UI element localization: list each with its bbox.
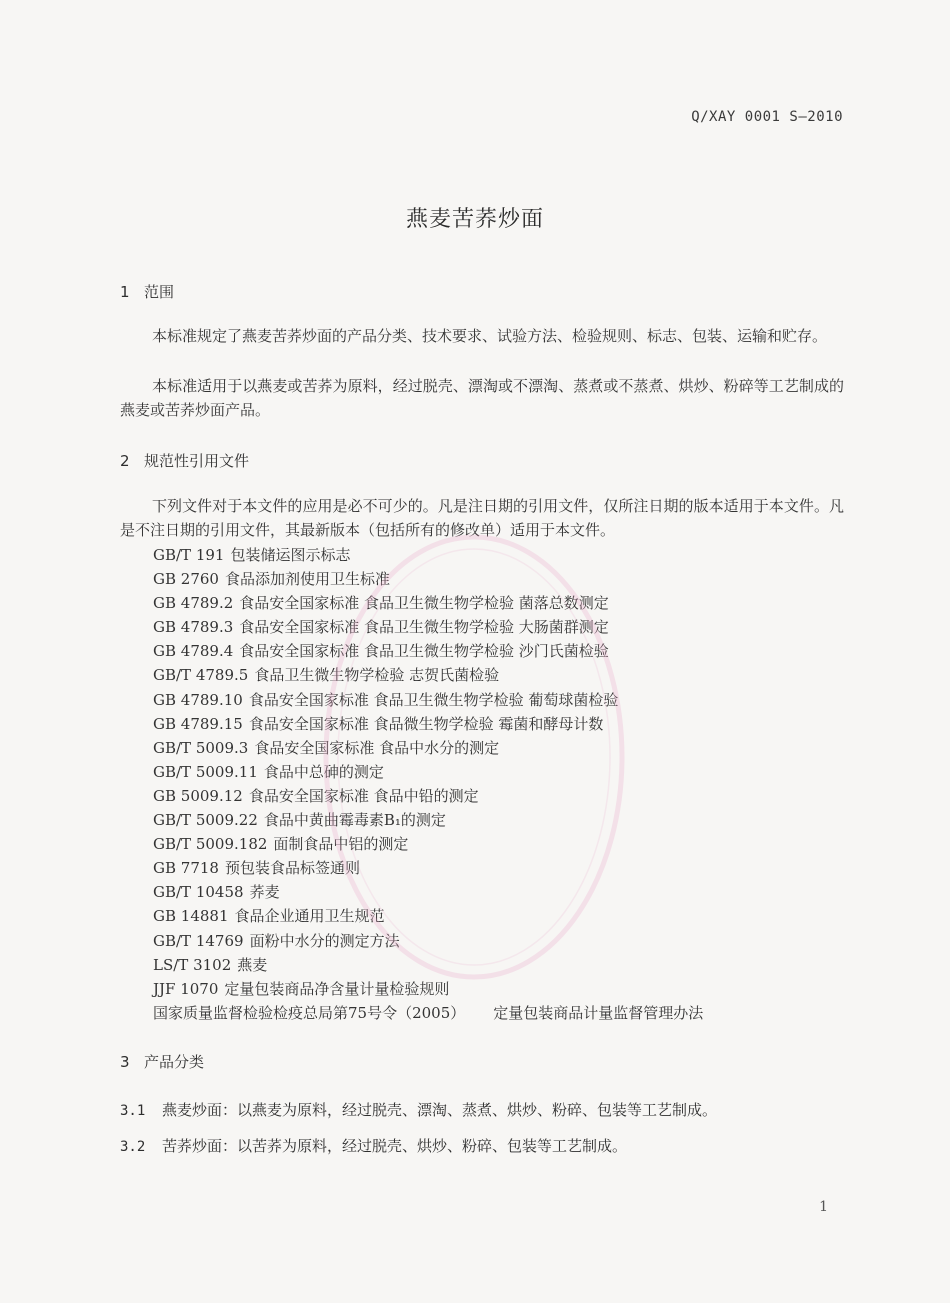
clause-text: 苦荞炒面：以苦荞为原料，经过脱壳、烘炒、粉碎、包装等工艺制成。 bbox=[162, 1137, 628, 1155]
reference-code: GB 4789.15 bbox=[153, 714, 243, 733]
reference-item bbox=[153, 615, 703, 639]
reference-item bbox=[153, 543, 703, 567]
reference-title: 食品安全国家标准 食品卫生微生物学检验 大肠菌群测定 bbox=[239, 618, 609, 637]
reference-code: GB/T 5009.182 bbox=[153, 835, 268, 854]
reference-title: 面粉中水分的测定方法 bbox=[249, 931, 400, 950]
reference-item bbox=[153, 688, 703, 712]
reference-code: 国家质量监督检验检疫总局第75号令（2005） bbox=[153, 1003, 466, 1022]
reference-code: GB 4789.4 bbox=[153, 642, 234, 661]
reference-list bbox=[153, 543, 703, 1025]
reference-item bbox=[153, 880, 703, 904]
reference-code: GB/T 14769 bbox=[153, 931, 244, 950]
reference-title: 包装储运图示标志 bbox=[230, 546, 351, 564]
reference-title: 食品中黄曲霉毒素B₁的测定 bbox=[263, 811, 446, 830]
clause-number: 3.2 bbox=[120, 1139, 146, 1155]
page-number: 1 bbox=[819, 1199, 828, 1215]
reference-title: 定量包装商品净含量计量检验规则 bbox=[224, 979, 450, 998]
reference-code: GB/T 4789.5 bbox=[153, 666, 249, 685]
reference-code: GB 7718 bbox=[153, 859, 219, 878]
reference-title: 食品中总砷的测定 bbox=[263, 762, 384, 781]
reference-code: GB 14881 bbox=[153, 907, 229, 926]
reference-title: 食品安全国家标准 食品卫生微生物学检验 菌落总数测定 bbox=[239, 594, 609, 613]
reference-item bbox=[153, 1001, 703, 1025]
reference-code: JJF 1070 bbox=[153, 979, 219, 998]
reference-title: 荞麦 bbox=[249, 883, 280, 902]
reference-code: GB 4789.3 bbox=[153, 618, 234, 637]
section-2-intro: 下列文件对于本文件的应用是必不可少的。凡是注日期的引用文件，仅所注日期的版本适用于本文件。凡是不注日期的引用文件，其最新版本（包括所有的修改单）适用于本文件。 bbox=[120, 497, 844, 539]
reference-title: 燕麦 bbox=[237, 955, 268, 974]
section-1-paragraph-2: 本标准适用于以燕麦或苦荞为原料，经过脱壳、漂淘或不漂淘、蒸煮或不蒸煮、烘炒、粉碎等工艺制成的燕麦或苦荞炒面产品。 bbox=[120, 377, 844, 419]
document-title: 燕麦苦荞炒面 bbox=[405, 207, 544, 232]
clause-3-1 bbox=[120, 1099, 717, 1120]
reference-code: GB 4789.2 bbox=[153, 594, 234, 613]
reference-title: 定量包装商品计量监督管理办法 bbox=[493, 1003, 704, 1022]
section-3-heading bbox=[120, 1051, 204, 1072]
reference-item bbox=[153, 856, 703, 880]
section-1-paragraph-1: 本标准规定了燕麦苦荞炒面的产品分类、技术要求、试验方法、检验规则、标志、包装、运输和贮存。 bbox=[152, 327, 828, 345]
reference-title: 食品安全国家标准 食品中水分的测定 bbox=[254, 738, 500, 757]
reference-title: 食品添加剂使用卫生标准 bbox=[224, 570, 390, 589]
reference-item bbox=[153, 784, 703, 808]
reference-item bbox=[153, 663, 703, 687]
section-2-number: 2 bbox=[120, 452, 130, 470]
reference-code: GB/T 5009.22 bbox=[153, 811, 258, 830]
section-2-heading bbox=[120, 450, 249, 471]
reference-code: GB/T 5009.11 bbox=[153, 762, 258, 781]
reference-item bbox=[153, 639, 703, 663]
reference-code: GB/T 191 bbox=[153, 546, 225, 564]
section-1-title: 范围 bbox=[144, 283, 175, 301]
reference-code: GB 2760 bbox=[153, 570, 219, 589]
section-3-title: 产品分类 bbox=[144, 1053, 205, 1071]
reference-title: 面制食品中铝的测定 bbox=[273, 835, 409, 854]
reference-item bbox=[153, 567, 703, 591]
reference-item bbox=[153, 904, 703, 928]
section-3-number: 3 bbox=[120, 1053, 130, 1071]
reference-title: 食品企业通用卫生规范 bbox=[234, 907, 385, 926]
section-1-number: 1 bbox=[120, 283, 130, 301]
reference-code: GB/T 10458 bbox=[153, 883, 244, 902]
reference-title: 食品安全国家标准 食品卫生微生物学检验 葡萄球菌检验 bbox=[248, 690, 619, 709]
reference-item bbox=[153, 953, 703, 977]
reference-item bbox=[153, 832, 703, 856]
reference-item bbox=[153, 712, 703, 736]
reference-code: GB 4789.10 bbox=[153, 690, 243, 709]
standard-code: Q/XAY 0001 S—2010 bbox=[691, 109, 843, 125]
section-2-title: 规范性引用文件 bbox=[144, 452, 250, 470]
reference-item bbox=[153, 591, 703, 615]
clause-3-2 bbox=[120, 1135, 627, 1156]
reference-code: GB/T 5009.3 bbox=[153, 738, 249, 757]
reference-item bbox=[153, 929, 703, 953]
reference-item bbox=[153, 760, 703, 784]
reference-item bbox=[153, 808, 703, 832]
reference-code: LS/T 3102 bbox=[153, 955, 232, 974]
section-1-heading bbox=[120, 281, 174, 302]
clause-text: 燕麦炒面：以燕麦为原料，经过脱壳、漂淘、蒸煮、烘炒、粉碎、包装等工艺制成。 bbox=[162, 1101, 718, 1119]
reference-title: 食品安全国家标准 食品微生物学检验 霉菌和酵母计数 bbox=[248, 714, 604, 733]
reference-title: 食品安全国家标准 食品卫生微生物学检验 沙门氏菌检验 bbox=[239, 642, 609, 661]
reference-item bbox=[153, 736, 703, 760]
reference-title: 食品安全国家标准 食品中铅的测定 bbox=[248, 786, 479, 805]
reference-title: 预包装食品标签通则 bbox=[224, 859, 360, 878]
reference-item bbox=[153, 977, 703, 1001]
reference-title: 食品卫生微生物学检验 志贺氏菌检验 bbox=[254, 666, 500, 685]
clause-number: 3.1 bbox=[120, 1103, 146, 1119]
reference-code: GB 5009.12 bbox=[153, 786, 243, 805]
